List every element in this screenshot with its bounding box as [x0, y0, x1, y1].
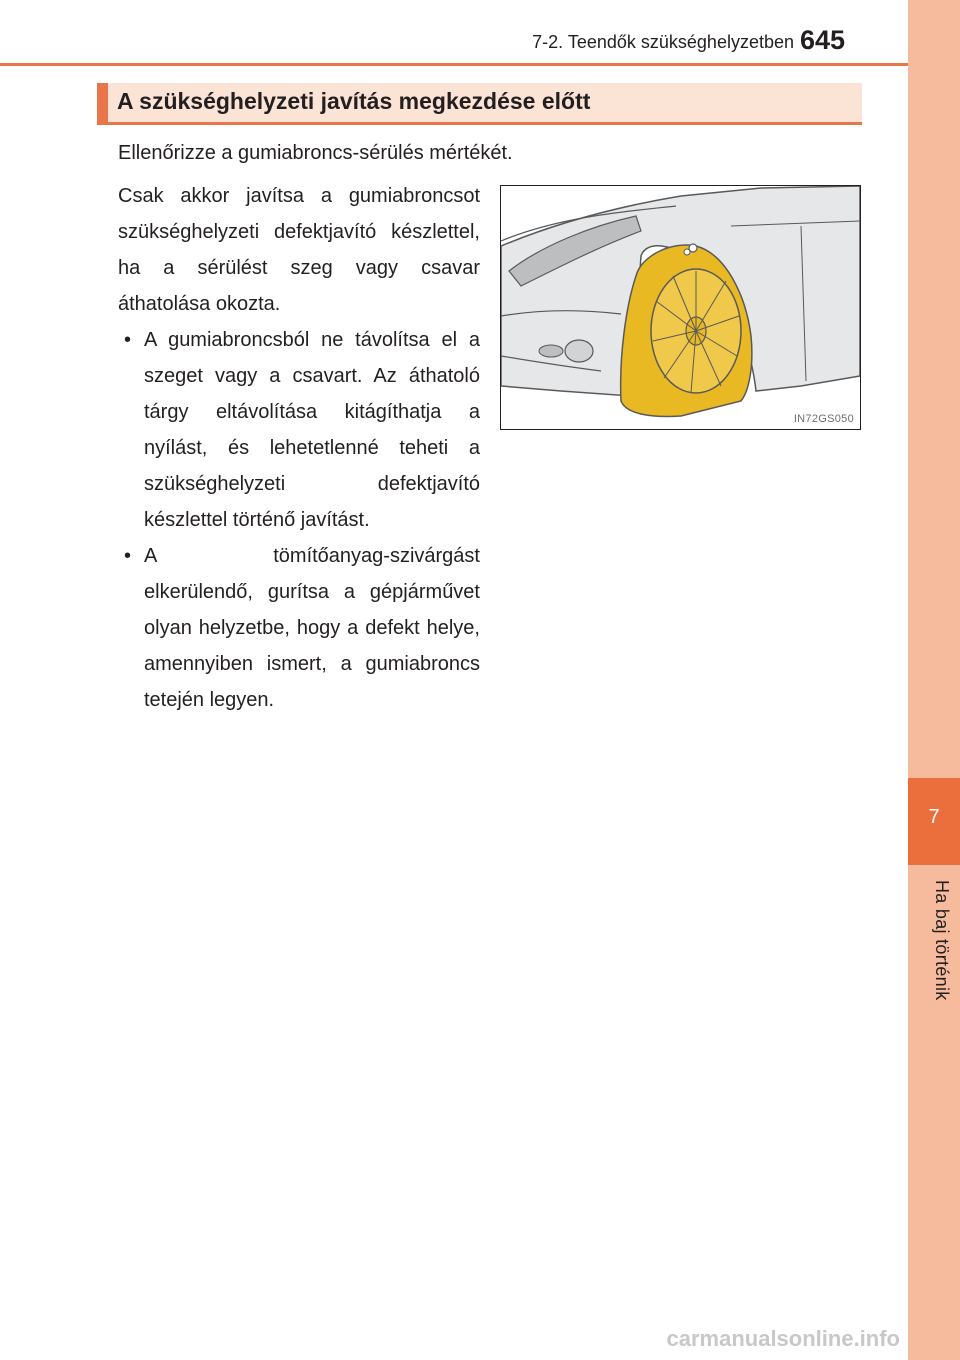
bullet-item	[118, 322, 480, 538]
chapter-tab-label: Ha baj történik	[932, 880, 952, 1001]
car-wheel-drawing	[501, 186, 860, 429]
page-number: 645	[800, 25, 846, 55]
running-header-chapter: 7-2. Teendők szükséghelyzetben	[532, 32, 794, 52]
valve-icon	[684, 249, 690, 255]
intro-text: Ellenőrizze a gumiabroncs-sérülés mértékét.	[118, 142, 513, 164]
bullet-icon: •	[124, 545, 132, 567]
body-paragraph: Csak akkor javítsa a gumiabroncsot szükséghelyzeti defektjavító készlettel, ha a sérülést szeg vagy csavar áthatolása okozta.	[118, 185, 480, 315]
section-title: A szükséghelyzeti javítás megkezdése előtt	[117, 88, 591, 114]
bullet-text: A tömítőanyag-szivárgást elkerülendő, gurítsa a gépjárművet olyan helyzetbe, hogy a defekt helye, amennyiben ismert, a gumiabroncs tetején legyen.	[144, 545, 480, 711]
flat-tire-illustration	[500, 185, 861, 430]
fog-light-shape	[539, 345, 563, 357]
bullet-icon: •	[124, 329, 132, 351]
bullet-text: A gumiabroncsból ne távolítsa el a szeget vagy a csavart. Az áthatoló tárgy eltávolítása kitágíthatja a nyílást, és lehetetlenné teheti a szükséghelyzeti defektjavító készlettel történő javítást.	[144, 329, 480, 531]
watermark: carmanualsonline.info	[666, 1326, 900, 1351]
figure-code: IN72GS050	[793, 413, 854, 425]
fog-light-shape	[565, 340, 593, 362]
section-heading-bar	[97, 83, 862, 125]
side-thumb-strip	[908, 0, 960, 1360]
bullet-item	[118, 538, 480, 718]
bullet-list	[118, 322, 480, 718]
section-heading-accent	[97, 83, 108, 122]
header-divider	[0, 63, 908, 66]
chapter-tab-number: 7	[928, 806, 940, 828]
body-column	[118, 178, 480, 718]
